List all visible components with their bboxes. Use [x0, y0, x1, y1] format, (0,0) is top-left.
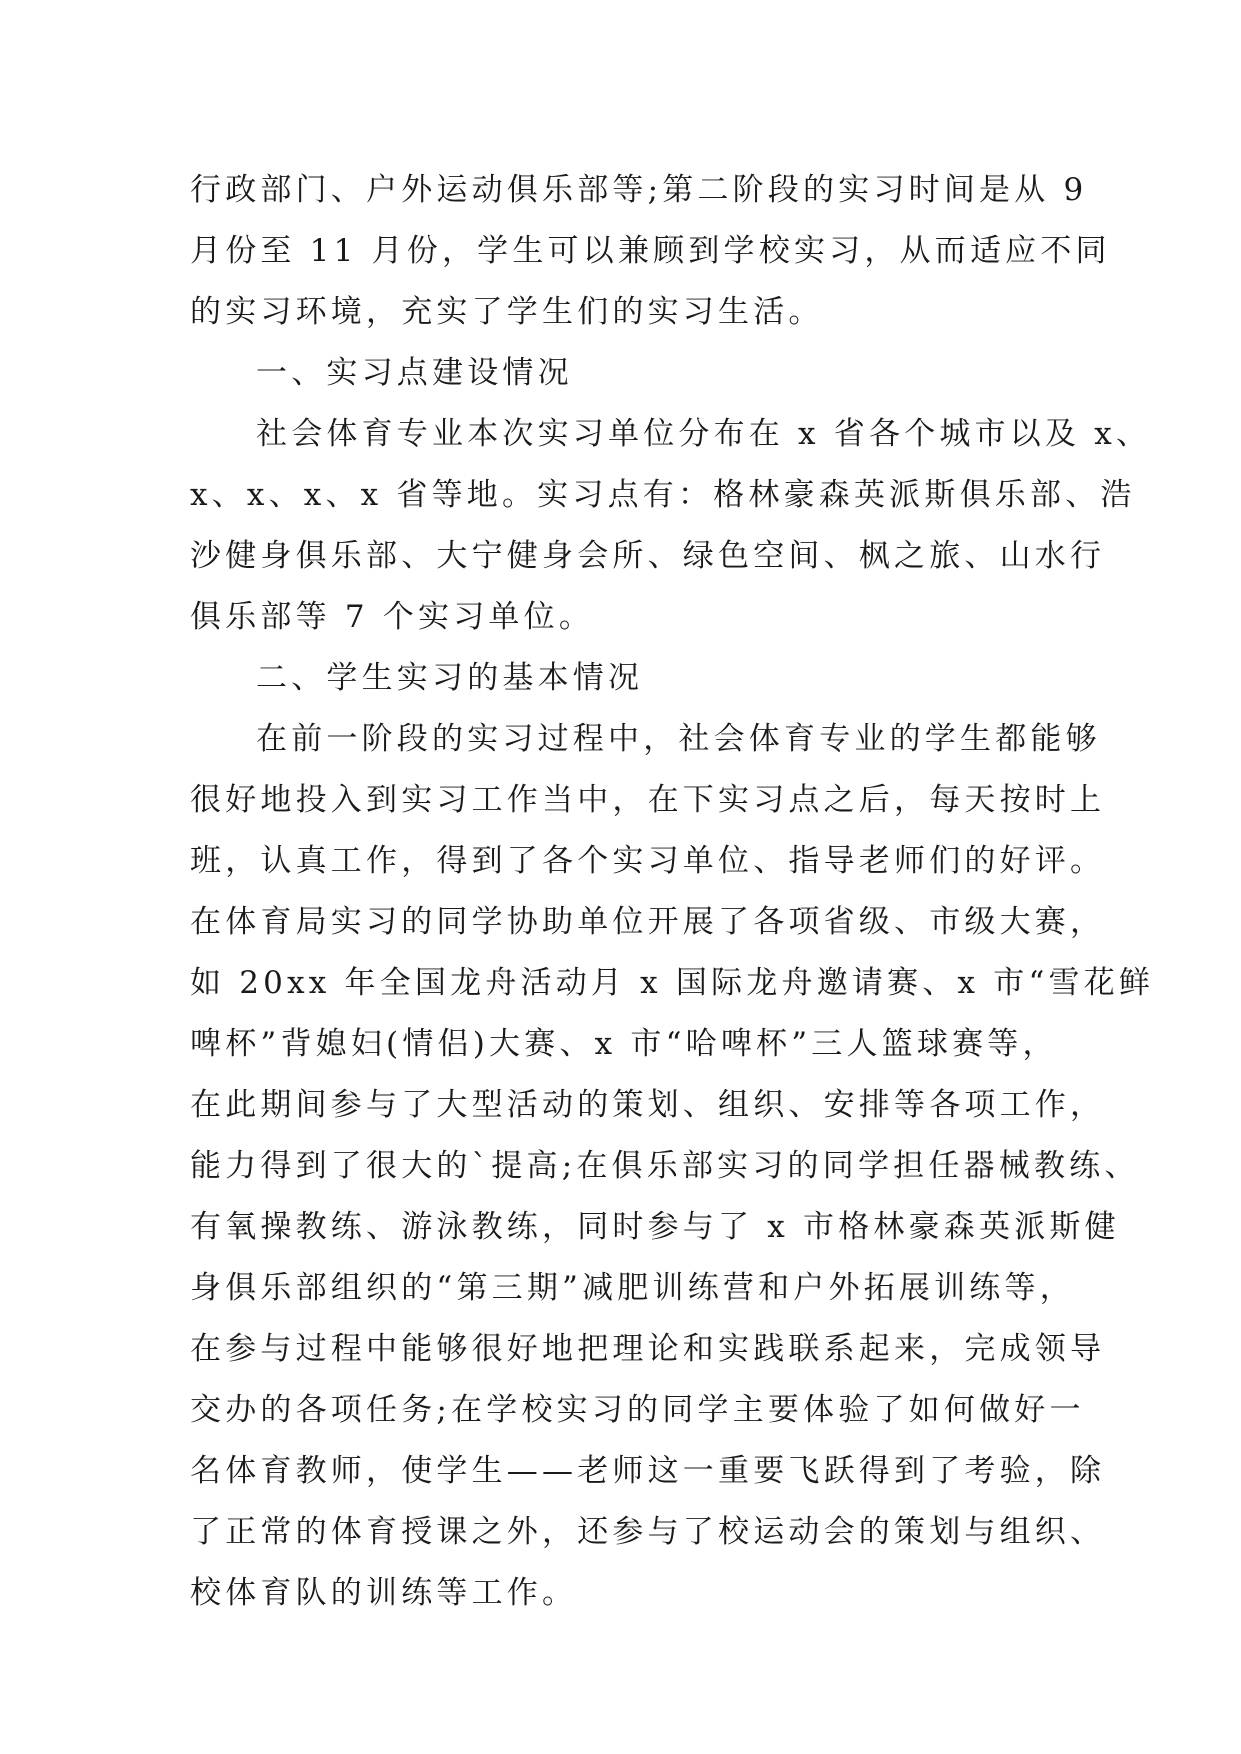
text-line: 在前一阶段的实习过程中，社会体育专业的学生都能够	[256, 721, 1101, 757]
text-line: 二、学生实习的基本情况	[256, 660, 644, 696]
text-line: 的实习环境，充实了学生们的实习生活。	[190, 294, 824, 330]
text-line: 在体育局实习的同学协助单位开展了各项省级、市级大赛，	[190, 904, 1106, 940]
text-line: 啤杯”背媳妇(情侣)大赛、x 市“哈啤杯”三人篮球赛等，	[190, 1026, 1058, 1062]
text-line: 俱乐部等 7 个实习单位。	[190, 599, 595, 635]
text-line: 如 20xx 年全国龙舟活动月 x 国际龙舟邀请赛、x 市“雪花鲜	[190, 965, 1155, 1001]
text-line: 月份至 11 月份，学生可以兼顾到学校实习，从而适应不同	[190, 233, 1111, 269]
text-line: 有氧操教练、游泳教练，同时参与了 x 市格林豪森英派斯健	[190, 1209, 1120, 1245]
text-line: 能力得到了很大的`提高;在俱乐部实习的同学担任器械教练、	[190, 1148, 1140, 1184]
text-line: 一、实习点建设情况	[256, 355, 573, 391]
text-line: 校体育队的训练等工作。	[190, 1575, 578, 1611]
text-line: 名体育教师，使学生——老师这一重要飞跃得到了考验，除	[190, 1453, 1106, 1489]
text-line: 沙健身俱乐部、大宁健身会所、绿色空间、枫之旅、山水行	[190, 538, 1106, 574]
text-line: 班，认真工作，得到了各个实习单位、指导老师们的好评。	[190, 843, 1106, 879]
text-line: 在此期间参与了大型活动的策划、组织、安排等各项工作，	[190, 1087, 1106, 1123]
text-line: 了正常的体育授课之外，还参与了校运动会的策划与组织、	[190, 1514, 1106, 1550]
text-line: x、x、x、x 省等地。实习点有：格林豪森英派斯俱乐部、浩	[190, 477, 1136, 513]
text-line: 在参与过程中能够很好地把理论和实践联系起来，完成领导	[190, 1331, 1106, 1367]
text-line: 行政部门、户外运动俱乐部等;第二阶段的实习时间是从 9	[190, 172, 1088, 208]
text-line: 身俱乐部组织的“第三期”减肥训练营和户外拓展训练等，	[190, 1270, 1075, 1306]
text-line: 社会体育专业本次实习单位分布在 x 省各个城市以及 x、	[256, 416, 1152, 452]
text-line: 很好地投入到实习工作当中，在下实习点之后，每天按时上	[190, 782, 1106, 818]
document-page	[190, 160, 1155, 1624]
text-line: 交办的各项任务;在学校实习的同学主要体验了如何做好一	[190, 1392, 1085, 1428]
